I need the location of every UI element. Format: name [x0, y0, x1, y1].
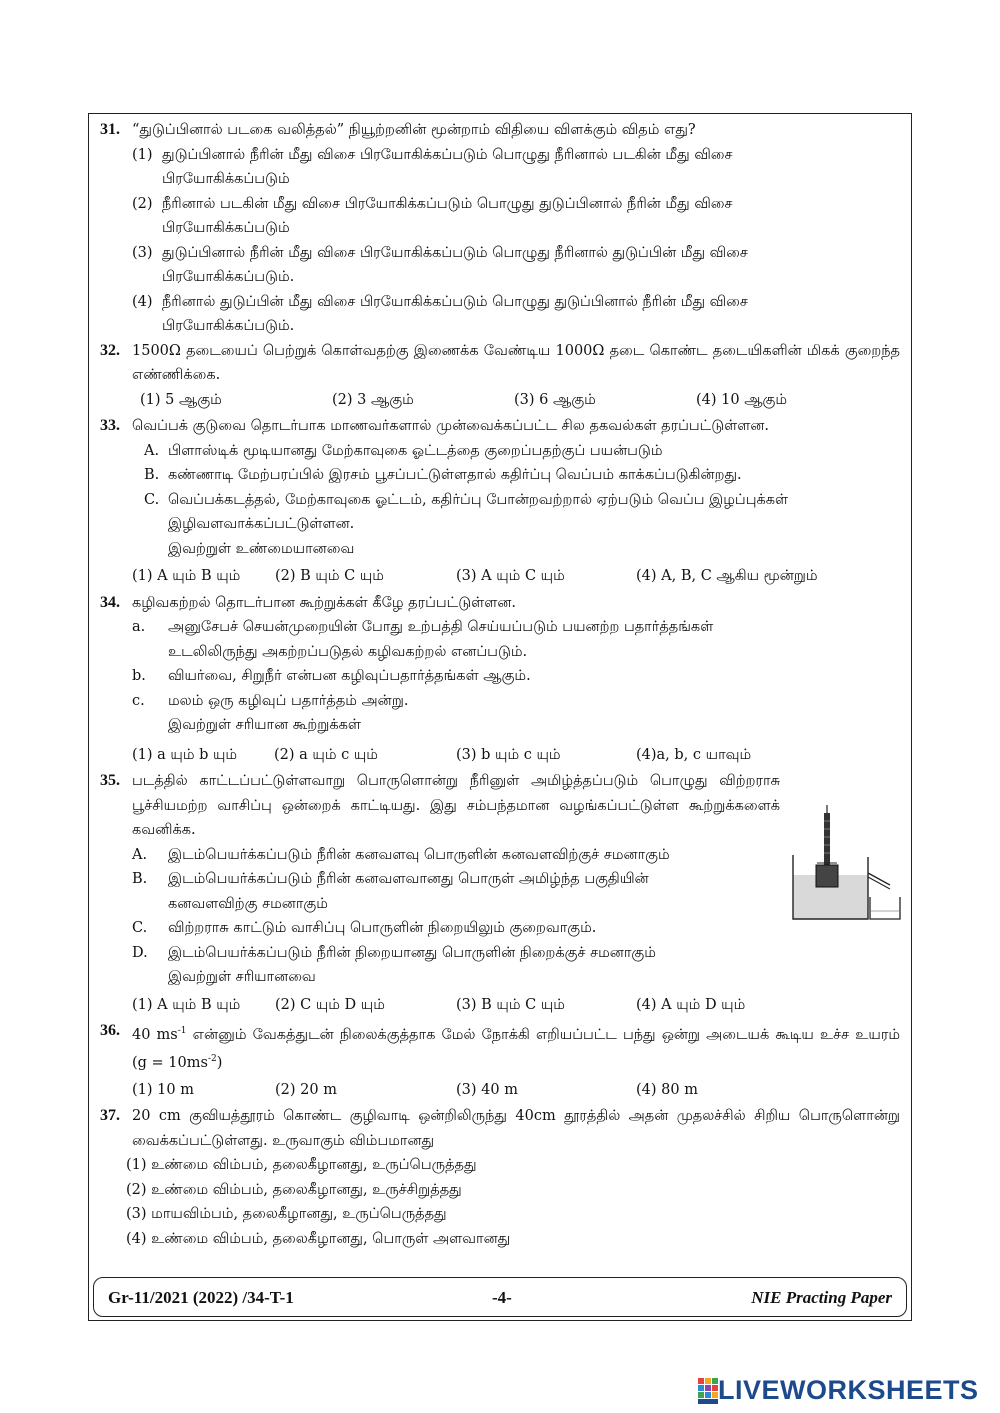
statement-a: [132, 615, 900, 640]
answer-4[interactable]: (4) 10 ஆகும்: [696, 391, 788, 408]
statement-text: இடம்பெயர்க்கப்படும் நீரின் நிறையானது பொருளின் நிறைக்குச் சமனாகும்: [168, 944, 656, 961]
question-33: [100, 414, 900, 589]
answer-4[interactable]: (4) A யும் D யும்: [636, 996, 746, 1013]
option-3-cont: [132, 265, 900, 290]
statement-text: விற்றராசு காட்டும் வாசிப்பு பொருளின் நிறையிலும் குறைவாகும்.: [168, 920, 597, 936]
statement-d: [132, 941, 900, 966]
statement-mark: A.: [144, 442, 160, 459]
statement-text: வெப்பக்கடத்தல், மேற்காவுகை ஓட்டம், கதிர்ப்பு போன்றவற்றால் ஏற்படும் வெப்ப இழப்புக்கள்: [168, 491, 789, 508]
statement-b: [144, 463, 900, 488]
answer-3[interactable]: (3) மாயவிம்பம், தலைகீழானது, உருப்பெருத்தது: [126, 1206, 447, 1223]
speed-exponent: -1: [177, 1026, 187, 1036]
option-3: [132, 241, 900, 266]
statement-c: [144, 488, 900, 513]
speed-value: 40 ms: [132, 1026, 178, 1043]
statement-mark: C.: [132, 920, 148, 936]
statement-b: [132, 664, 900, 689]
answer-4[interactable]: (4) 80 m: [636, 1081, 698, 1098]
question-text: கழிவகற்றல் தொடர்பான கூற்றுக்கள் கீழே தரப்பட்டுள்ளன.: [132, 594, 517, 611]
g-exponent: -2: [207, 1054, 217, 1065]
option-2-cont: [132, 216, 900, 241]
answer-options: [132, 564, 900, 589]
statement-text: வியர்வை, சிறுநீர் என்பன கழிவுப்பதார்த்தங்கள் ஆகும்.: [168, 668, 531, 684]
statement-mark: C.: [144, 491, 160, 508]
question-text-b: கூடிய உச்ச உயரம் (g = 10ms: [132, 1026, 901, 1072]
option-2: [132, 192, 900, 217]
statement-c: [132, 689, 900, 714]
answer-3[interactable]: (3) A யும் C யும்: [456, 568, 565, 584]
option-1-cont: [132, 167, 900, 192]
spring-balance-figure: [790, 805, 905, 929]
statement-a: [132, 843, 772, 868]
question-36: [100, 1019, 900, 1102]
answer-3[interactable]: (3) 6 ஆகும்: [514, 391, 596, 408]
statement-text: பிளாஸ்டிக் மூடியானது மேற்காவுகை ஓட்டத்தை குறைப்பதற்குப் பயன்படும்: [168, 442, 663, 459]
answer-2[interactable]: (2) 20 m: [275, 1081, 337, 1098]
option-text-cont: பிரயோகிக்கப்படும்.: [162, 318, 295, 334]
option-1: [132, 143, 900, 168]
statement-mark: c.: [132, 692, 145, 709]
answer-2[interactable]: (2) C யும் D யும்: [275, 996, 385, 1013]
question-prompt: இவற்றுள் உண்மையானவை: [168, 540, 355, 557]
option-4: [132, 290, 900, 315]
question-text: வெப்பக் குடுவை தொடர்பாக மாணவர்களால் முன்வைக்கப்பட்ட சில தகவல்கள் தரப்பட்டுள்ளன.: [132, 418, 769, 434]
statement-mark: D.: [132, 944, 148, 961]
answer-4[interactable]: (4) A, B, C ஆகிய மூன்றும்: [636, 568, 818, 584]
question-text: 1500Ω தடையைப் பெற்றுக் கொள்வதற்கு இணைக்க வேண்டிய 1000Ω தடை கொண்ட தடையிகளின் மிகக் குறைந்த எண்ணிக்கை.: [132, 342, 900, 383]
paper-title: NIE Practing Paper: [751, 1288, 892, 1307]
answer-4[interactable]: (4) உண்மை விம்பம், தலைகீழானது, பொருள் அளவானது: [126, 1230, 511, 1247]
answer-3[interactable]: (3) b யும் c யும்: [456, 746, 561, 763]
answer-options: [132, 743, 900, 768]
option-mark: (1): [132, 146, 153, 163]
answer-4[interactable]: (4)a, b, c யாவும்: [636, 746, 752, 763]
question-text-c: ): [216, 1055, 223, 1072]
statement-mark: A.: [132, 846, 148, 863]
statement-c-cont: இழிவளவாக்கப்பட்டுள்ளன.: [168, 516, 355, 532]
question-number: 32.: [100, 341, 120, 359]
answer-2[interactable]: (2) a யும் c யும்: [274, 746, 378, 763]
statement-text: இடம்பெயர்க்கப்படும் நீரின் கனவளவு பொருளின் கனவளவிற்குச் சமனாகும்: [168, 846, 670, 863]
answer-1[interactable]: (1) A யும் B யும்: [132, 996, 241, 1013]
option-mark: (3): [132, 244, 153, 261]
answer-3[interactable]: (3) 40 m: [456, 1081, 518, 1098]
statement-mark: a.: [132, 619, 146, 635]
statement-c: [132, 916, 900, 941]
statement-mark: b.: [132, 668, 146, 684]
answer-2[interactable]: (2) உண்மை விம்பம், தலைகீழானது, உருச்சிறுத்தது: [126, 1181, 462, 1198]
answer-3[interactable]: (3) B யும் C யும்: [456, 996, 565, 1013]
option-mark: (4): [132, 293, 153, 310]
statement-a-cont: உடலிலிருந்து அகற்றப்படுதல் கழிவகற்றல் எனப்படும்.: [168, 643, 528, 660]
question-34: [100, 591, 900, 768]
question-text-a: என்னும் வேகத்துடன் நிலைக்குத்தாக மேல் நோக்கி எறியப்பட்ட பந்து ஒன்று அடையக்: [192, 1026, 770, 1043]
statement-text: அனுசேபச் செயன்முறையின் போது உற்பத்தி செய்யப்படும் பயனற்ற பதார்த்தங்கள்: [168, 619, 714, 635]
question-text: “துடுப்பினால் படகை வலித்தல்” நியூற்றனின் மூன்றாம் விதியை விளக்கும் விதம் எது?: [132, 122, 696, 138]
option-text-cont: பிரயோகிக்கப்படும்: [162, 171, 290, 187]
statement-text: கண்ணாடி மேற்பரப்பில் இரசம் பூசப்பட்டுள்ளதால் கதிர்ப்பு வெப்பம் காக்கப்படுகின்றது.: [168, 467, 742, 483]
question-32: [100, 339, 900, 413]
statement-text: மலம் ஒரு கழிவுப் பதார்த்தம் அன்று.: [168, 692, 409, 709]
answer-options: [140, 388, 900, 413]
question-text: 20 cm குவியத்தூரம் கொண்ட குழிவாடி ஒன்றிலிருந்து 40cm தூரத்தில் அதன் முதலச்சில் சிறிய பொருளொன்று வைக்கப்பட்டுள்ளது. உருவாகும் விம்பமானது: [132, 1108, 900, 1149]
question-number: 37.: [100, 1107, 120, 1125]
question-37: [100, 1104, 900, 1251]
option-text: துடுப்பினால் நீரின் மீது விசை பிரயோகிக்கப்படும் பொழுது நீரினால் படகின் மீது விசை: [162, 146, 733, 163]
question-text: படத்தில் காட்டப்பட்டுள்ளவாறு பொருளொன்று நீரினுள் அமிழ்த்தப்படும் பொழுது விற்றராசு பூச்சியமற்ற வாசிப்பு ஒன்றைக் காட்டியது. இது சம்பந்தமான வழங்கப்பட்டுள்ள கூற்றுக்களைக் கவனிக்க.: [132, 773, 780, 838]
option-mark: (2): [132, 195, 153, 212]
answer-1[interactable]: (1) a யும் b யும்: [132, 746, 238, 763]
page-number: -4-: [492, 1288, 512, 1307]
statement-a: [144, 439, 900, 464]
paper-code: Gr-11/2021 (2022) /34-T-1: [108, 1288, 294, 1307]
answer-options: [132, 993, 900, 1018]
statement-b: [132, 867, 772, 892]
option-text: நீரினால் துடுப்பின் மீது விசை பிரயோகிக்கப்படும் பொழுது துடுப்பினால் நீரின் மீது விசை: [162, 293, 748, 310]
answer-2[interactable]: (2) 3 ஆகும்: [332, 391, 414, 408]
question-number: 34.: [100, 593, 120, 611]
question-prompt: இவற்றுள் சரியானவை: [168, 969, 316, 985]
question-number: 36.: [100, 1022, 120, 1039]
statement-text: இடம்பெயர்க்கப்படும் நீரின் கனவளவானது பொருள் அமிழ்ந்த பகுதியின்: [168, 871, 649, 887]
question-text: [132, 1019, 900, 1076]
option-text: நீரினால் படகின் மீது விசை பிரயோகிக்கப்படும் பொழுது துடுப்பினால் நீரின் மீது விசை: [162, 195, 733, 212]
statement-mark: B.: [144, 467, 160, 483]
answer-1[interactable]: (1) A யும் B யும்: [132, 568, 241, 584]
question-number: 35.: [100, 772, 120, 789]
statement-b-cont: கனவளவிற்கு சமனாகும்: [168, 895, 328, 912]
brand-text: LIVEWORKSHEETS: [718, 1375, 979, 1405]
answer-options: [132, 1078, 900, 1103]
page-footer: [93, 1277, 907, 1317]
question-prompt: இவற்றுள் சரியான கூற்றுக்கள்: [168, 717, 361, 733]
question-number: 33.: [100, 417, 120, 434]
question-31: [100, 118, 900, 339]
answer-1[interactable]: (1) 5 ஆகும்: [140, 391, 222, 408]
option-text-cont: பிரயோகிக்கப்படும்: [162, 220, 290, 236]
option-4-cont: [132, 314, 900, 339]
answer-2[interactable]: (2) B யும் C யும்: [275, 568, 384, 584]
question-35: [100, 769, 900, 1017]
option-text: துடுப்பினால் நீரின் மீது விசை பிரயோகிக்கப்படும் பொழுது நீரினால் துடுப்பின் மீது விசை: [162, 244, 748, 261]
statement-mark: B.: [132, 871, 148, 887]
answer-1[interactable]: (1) 10 m: [132, 1081, 194, 1098]
submerged-object: [816, 865, 838, 887]
answer-1[interactable]: (1) உண்மை விம்பம், தலைகீழானது, உருப்பெருத்தது: [126, 1157, 477, 1174]
beaker: [870, 897, 900, 919]
question-content: [100, 118, 900, 1251]
question-number: 31.: [100, 121, 120, 138]
logo-icon: [698, 1377, 718, 1405]
option-text-cont: பிரயோகிக்கப்படும்.: [162, 269, 295, 285]
liveworksheets-logo: [698, 1375, 979, 1406]
